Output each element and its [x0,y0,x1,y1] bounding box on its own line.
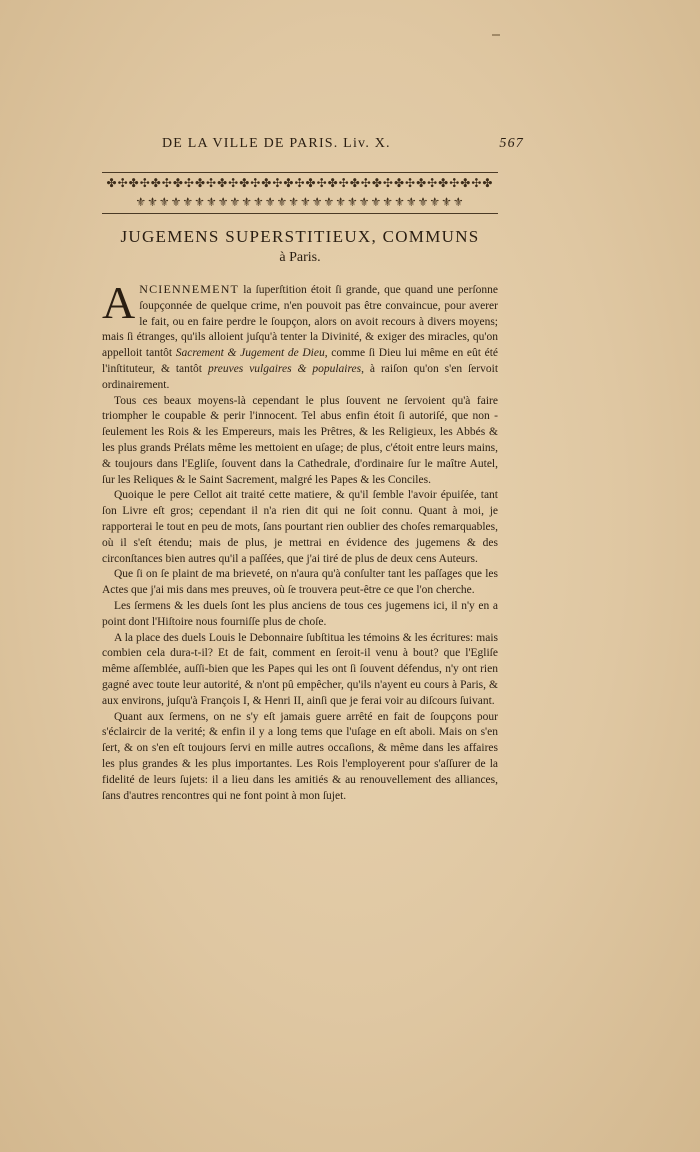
running-head-title: DE LA VILLE DE PARIS. Liv. X. [162,136,391,151]
paragraph-1-text-b: , comme ſi Dieu lui même en eût été l'inſtituteur, & tantôt [102,347,499,375]
italic-term-2: preuves vulgaires & populaires [207,362,362,375]
body-text [102,277,499,804]
paragraph-1-text-a: la ſuperſtition étoit ſi grande, que quand une perſonne ſoupçonnée de quelque crime, n'en pouvoit pas être convaincue, pour averer le fait, ou en faire perdre le ſoupçon, alors on avoit recours à divers moyens; mais ſi étranges, qu'ils alloient juſqu'à tenter la Divinité, & exiger des miracles, qu'on appelloit tantôt [102,284,498,360]
drop-cap: A [102,277,136,328]
paragraph-2: Tous ces beaux moyens-là cependant le plus ſouvent ne ſervoient qu'à faire triompher le coupable & perir l'innocent. Tel abus enfin étoit ſi autoriſé, que non - ſeulement les Rois & les Empereurs, mais les Prêtres, & les Religieux, les Abbés & les plus grands Prélats même les mettoient en uſage; de plus, c'étoit entre leurs mains, & toujours dans l'Egliſe, ſouvent dans la Cathedrale, d'ordinaire ſur le maître Autel, ſur les Reliques & le Saint Sacrement, malgré les Papes & les Conciles. [102,394,498,486]
paragraph-6: A la place des duels Louis le Debonnaire ſubſtitua les témoins & les écritures: mais combien cela dura-t-il? Et de fait, comment en ſeroit-il venu à bout? que l'Egliſe même aſſemblée, auſſi-bien que les Papes qui les ont ſi ſouvent défendus, n'y ont rien gagné avec toute leur autorité, & n'ont pû empêcher, qu'ils n'ayent eu cours à Paris, & aux environs, juſqu'à François I, & Henri II, ainſi que je ferai voir au diſcours ſuivant. [102,631,498,707]
paragraph-3: Quoique le pere Cellot ait traité cette matiere, & qu'il ſemble l'avoir épuiſée, tant ſon Livre eſt gros; cependant il n'a rien dit qui ne ſoit connu. Quant à moi, je rapporterai le tout en peu de mots, ſans pourtant rien oublier des choſes remarquables, où il s'eſt étendu; mais de plus, je mettrai en évidence des jugemens & des circonſtances bien autres qu'il a paſſées, que j'ai tiré de plus de deux cens Auteurs. [102,489,498,565]
decorative-headpiece [102,172,498,214]
paragraph-1 [102,277,499,394]
paragraph-5: Les ſermens & les duels ſont les plus anciens de tous ces jugemens ici, il n'y en a point dont l'Hiſtoire nous fourniſſe plus de choſe. [102,599,498,628]
italic-term-1: Sacrement & Jugement de Dieu [175,347,325,360]
chapter-title: JUGEMENS SUPERSTITIEUX, COMMUNS [120,227,480,246]
paragraph-4: Que ſi on ſe plaint de ma brieveté, on n'aura qu'à conſulter tant les paſſages que les Actes que j'ai mis dans mes preuves, où ſe trouvera peut-être ce que l'on cherche. [102,568,498,597]
headpiece-row-1: ✤✣✤✣✤✣✤✣✤✣✤✣✤✣✤✣✤✣✤✣✤✣✤✣✤✣✤✣✤✣✤✣✤✣✤ [106,176,494,190]
paragraph-1-text-c: , à raiſon qu'on s'en ſervoit ordinairement. [102,362,499,391]
ink-mark [492,34,500,36]
opening-word: NCIENNEMENT [139,282,240,296]
page-number: 567 [499,136,524,151]
headpiece-row-2: ⚜⚜⚜⚜⚜⚜⚜⚜⚜⚜⚜⚜⚜⚜⚜⚜⚜⚜⚜⚜⚜⚜⚜⚜⚜⚜⚜⚜ [135,195,465,209]
paragraph-7: Quant aux ſermens, on ne s'y eſt jamais guere arrêté en fait de ſoupçons pour s'éclaircir de la verité; & enfin il y a long tems que l'uſage en eſt aboli. Mais on s'en ſert, & on s'en eſt toujours ſervi en mille autres occaſions, & même dans les affaires les plus grandes & les plus importantes. Les Rois l'employerent pour s'aſſurer de la fidelité de leurs ſujets: il a lieu dans les amitiés & au renouvellement des alliances, ſans d'autres rencontres qui ne font point à mon ſujet. [102,710,498,802]
chapter-subtitle: à Paris. [279,250,321,265]
